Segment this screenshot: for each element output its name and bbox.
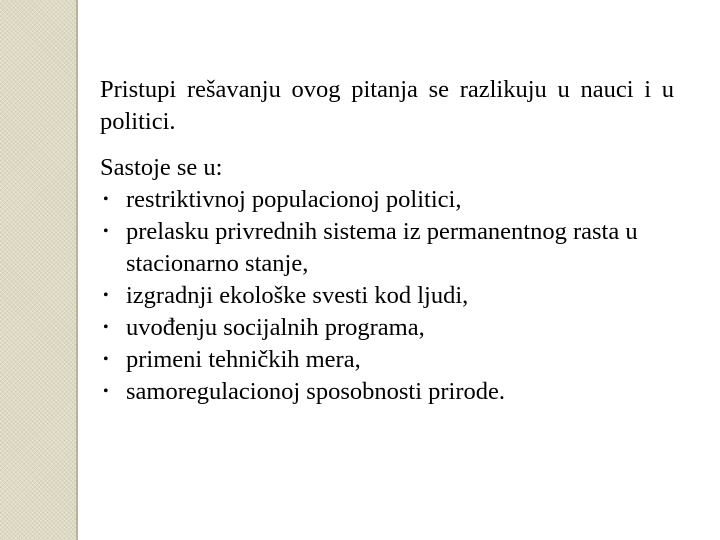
- intro-paragraph: Pristupi rešavanju ovog pitanja se razlikuju u nauci i u politici.: [100, 76, 674, 135]
- bullet-icon: •: [103, 287, 109, 304]
- bullet-icon: •: [103, 191, 109, 208]
- list-item-text: samoregulacionoj sposobnosti prirode.: [126, 378, 506, 405]
- list-heading: Sastoje se u:: [100, 154, 223, 181]
- list-item: [100, 184, 674, 216]
- list-item-text: primeni tehničkih mera,: [126, 346, 361, 373]
- bullet-icon: •: [103, 319, 109, 336]
- list-item-text: izgradnji ekološke svesti kod ljudi,: [126, 282, 469, 309]
- list-item: [100, 376, 674, 408]
- slide-content: [100, 74, 674, 408]
- list-item: [100, 280, 674, 312]
- bullet-icon: •: [103, 383, 109, 400]
- bullet-list: [100, 184, 674, 408]
- list-item: [100, 216, 674, 280]
- bullet-icon: •: [103, 223, 109, 240]
- sidebar-divider-line: [76, 0, 78, 540]
- bullet-icon: •: [103, 351, 109, 368]
- list-item-text: restriktivnoj populacionoj politici,: [126, 186, 462, 213]
- decorative-sidebar-band: [0, 0, 76, 540]
- list-item: [100, 344, 674, 376]
- list-item-text: uvođenju socijalnih programa,: [126, 314, 425, 341]
- list-item: [100, 312, 674, 344]
- list-item-text: prelasku privrednih sistema iz permanentnog rasta u stacionarno stanje,: [126, 218, 638, 277]
